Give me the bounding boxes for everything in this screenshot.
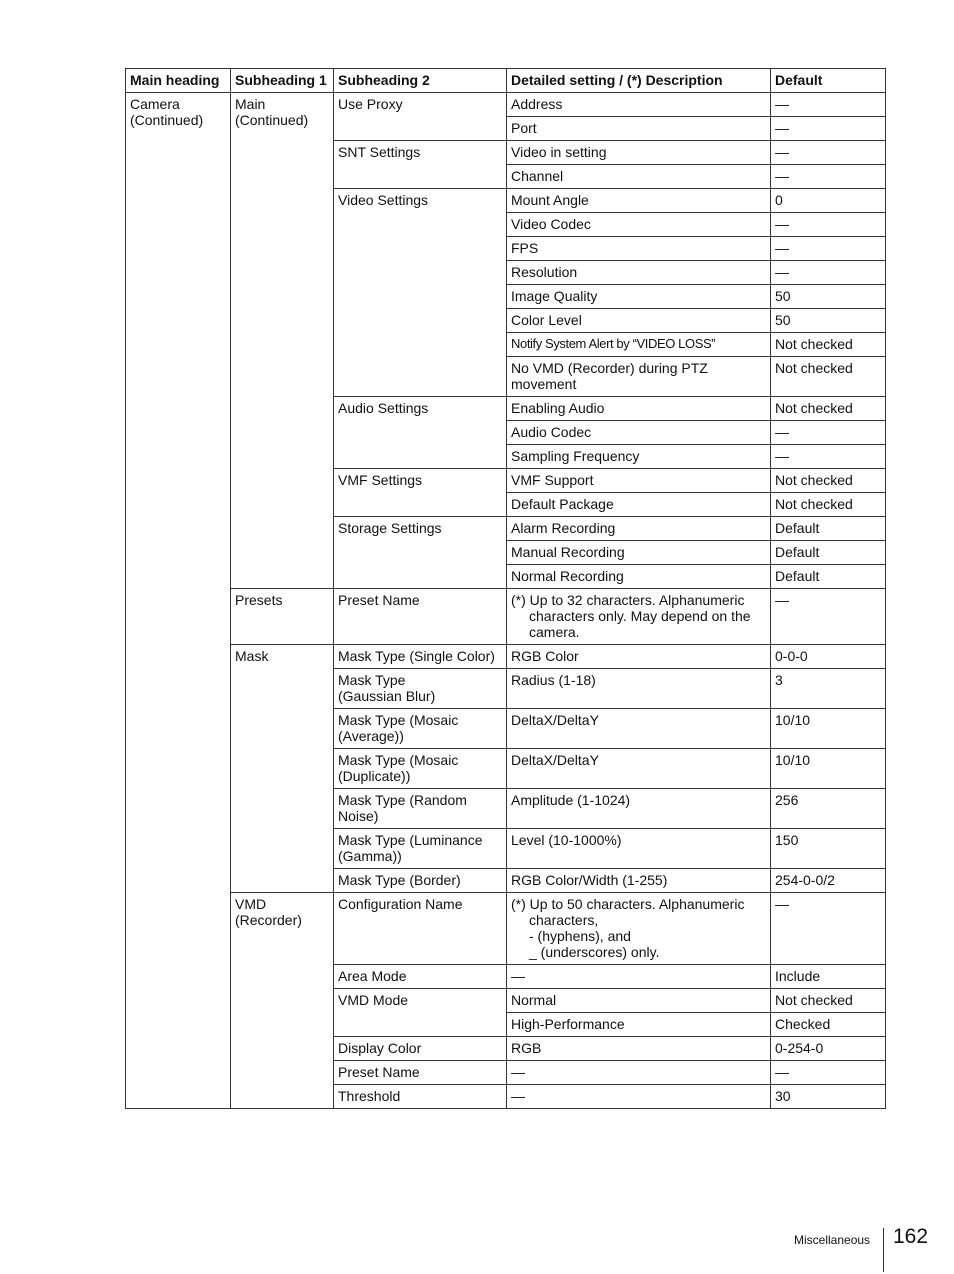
default-value-cell: Not checked — [771, 989, 886, 1013]
detailed-setting-cell: DeltaX/DeltaY — [507, 749, 771, 789]
subheading-2-cell: Mask Type (Single Color) — [334, 645, 507, 669]
header-row — [126, 69, 886, 93]
table-row — [126, 645, 886, 669]
default-value-cell: Default — [771, 517, 886, 541]
default-value-cell: 3 — [771, 669, 886, 709]
subheading-2-cell: Mask Type (Random Noise) — [334, 789, 507, 829]
detailed-setting-cell: High-Performance — [507, 1013, 771, 1037]
header-subheading-2: Subheading 2 — [334, 69, 507, 93]
detailed-setting-cell: VMF Support — [507, 469, 771, 493]
default-value-cell: 30 — [771, 1085, 886, 1109]
default-value-cell: — — [771, 893, 886, 965]
detailed-setting-cell: Amplitude (1-1024) — [507, 789, 771, 829]
subheading-2-cell: Mask Type (Border) — [334, 869, 507, 893]
subheading-2-cell: Video Settings — [334, 189, 507, 397]
default-value-cell: — — [771, 117, 886, 141]
default-value-cell: — — [771, 445, 886, 469]
header-detailed-setting: Detailed setting / (*) Description — [507, 69, 771, 93]
subheading-2-cell: VMF Settings — [334, 469, 507, 517]
subheading-2-cell: Mask Type (Luminance (Gamma)) — [334, 829, 507, 869]
default-value-cell: 50 — [771, 285, 886, 309]
default-value-cell: 0-0-0 — [771, 645, 886, 669]
detailed-setting-cell: FPS — [507, 237, 771, 261]
subheading-2-cell: Display Color — [334, 1037, 507, 1061]
detailed-setting-cell: — — [507, 965, 771, 989]
subheading-2-cell: Threshold — [334, 1085, 507, 1109]
default-value-cell: Include — [771, 965, 886, 989]
default-value-cell: Default — [771, 541, 886, 565]
detailed-setting-cell: RGB — [507, 1037, 771, 1061]
subheading-2-cell: Preset Name — [334, 1061, 507, 1085]
detailed-setting-cell: Enabling Audio — [507, 397, 771, 421]
detailed-setting-cell: Video Codec — [507, 213, 771, 237]
detailed-setting-cell: Normal Recording — [507, 565, 771, 589]
table-body — [126, 93, 886, 1109]
default-value-cell: Checked — [771, 1013, 886, 1037]
detailed-setting-cell: — — [507, 1061, 771, 1085]
detailed-setting-cell: Normal — [507, 989, 771, 1013]
subheading-2-cell: Mask Type (Mosaic (Duplicate)) — [334, 749, 507, 789]
detailed-setting-cell: Mount Angle — [507, 189, 771, 213]
detailed-setting-cell: Video in setting — [507, 141, 771, 165]
subheading-1-cell: Mask — [231, 645, 334, 893]
footer-section-label: Miscellaneous — [794, 1233, 871, 1247]
default-value-cell: — — [771, 165, 886, 189]
default-value-cell: Not checked — [771, 469, 886, 493]
default-value-cell: 50 — [771, 309, 886, 333]
page-number: 162 — [893, 1225, 929, 1248]
subheading-2-cell: SNT Settings — [334, 141, 507, 189]
default-value-cell: — — [771, 213, 886, 237]
detailed-setting-cell: (*) Up to 50 characters. Alphanumeric characters, - (hyphens), and _ (underscores) only. — [507, 893, 771, 965]
detailed-setting-cell: Notify System Alert by “VIDEO LOSS” — [507, 333, 771, 357]
detailed-setting-cell: Default Package — [507, 493, 771, 517]
header-default: Default — [771, 69, 886, 93]
detailed-setting-cell: No VMD (Recorder) during PTZ movement — [507, 357, 771, 397]
detailed-setting-cell: Manual Recording — [507, 541, 771, 565]
default-value-cell: 254-0-0/2 — [771, 869, 886, 893]
subheading-2-cell: Audio Settings — [334, 397, 507, 469]
table-row — [126, 589, 886, 645]
default-value-cell: — — [771, 93, 886, 117]
detailed-setting-cell: RGB Color/Width (1-255) — [507, 869, 771, 893]
subheading-2-cell: Mask Type (Gaussian Blur) — [334, 669, 507, 709]
default-value-cell: 10/10 — [771, 749, 886, 789]
default-value-cell: 0 — [771, 189, 886, 213]
detailed-setting-cell: Image Quality — [507, 285, 771, 309]
default-value-cell: 0-254-0 — [771, 1037, 886, 1061]
default-value-cell: — — [771, 1061, 886, 1085]
default-value-cell: — — [771, 237, 886, 261]
subheading-2-cell: Area Mode — [334, 965, 507, 989]
detailed-setting-cell: DeltaX/DeltaY — [507, 709, 771, 749]
table-row — [126, 93, 886, 117]
detailed-setting-cell: Alarm Recording — [507, 517, 771, 541]
detailed-setting-cell: Radius (1-18) — [507, 669, 771, 709]
default-value-cell: Not checked — [771, 493, 886, 517]
default-value-cell: 10/10 — [771, 709, 886, 749]
detailed-setting-cell: Address — [507, 93, 771, 117]
subheading-2-cell: Use Proxy — [334, 93, 507, 141]
detailed-setting-cell: Channel — [507, 165, 771, 189]
detailed-setting-cell: Color Level — [507, 309, 771, 333]
detailed-setting-cell: Sampling Frequency — [507, 445, 771, 469]
detailed-setting-cell: RGB Color — [507, 645, 771, 669]
default-value-cell: 150 — [771, 829, 886, 869]
default-value-cell: Default — [771, 565, 886, 589]
detailed-setting-cell: — — [507, 1085, 771, 1109]
default-value-cell: — — [771, 141, 886, 165]
detailed-setting-cell: (*) Up to 32 characters. Alphanumeric characters only. May depend on the camera. — [507, 589, 771, 645]
subheading-2-cell: Storage Settings — [334, 517, 507, 589]
detailed-setting-cell: Port — [507, 117, 771, 141]
subheading-1-cell: VMD (Recorder) — [231, 893, 334, 1109]
default-value-cell: — — [771, 261, 886, 285]
subheading-2-cell: Mask Type (Mosaic (Average)) — [334, 709, 507, 749]
detailed-setting-cell: Audio Codec — [507, 421, 771, 445]
default-value-cell: Not checked — [771, 397, 886, 421]
default-value-cell: — — [771, 421, 886, 445]
table-row — [126, 893, 886, 965]
header-main-heading: Main heading — [126, 69, 231, 93]
settings-table — [125, 68, 886, 1109]
default-value-cell: 256 — [771, 789, 886, 829]
default-value-cell: — — [771, 589, 886, 645]
default-value-cell: Not checked — [771, 357, 886, 397]
detailed-setting-cell: Level (10-1000%) — [507, 829, 771, 869]
subheading-2-cell: Configuration Name — [334, 893, 507, 965]
default-value-cell: Not checked — [771, 333, 886, 357]
footer-divider — [883, 1228, 884, 1272]
subheading-1-cell: Presets — [231, 589, 334, 645]
subheading-2-cell: Preset Name — [334, 589, 507, 645]
header-subheading-1: Subheading 1 — [231, 69, 334, 93]
subheading-2-cell: VMD Mode — [334, 989, 507, 1037]
detailed-setting-cell: Resolution — [507, 261, 771, 285]
subheading-1-cell: Main (Continued) — [231, 93, 334, 589]
main-heading-cell: Camera (Continued) — [126, 93, 231, 1109]
